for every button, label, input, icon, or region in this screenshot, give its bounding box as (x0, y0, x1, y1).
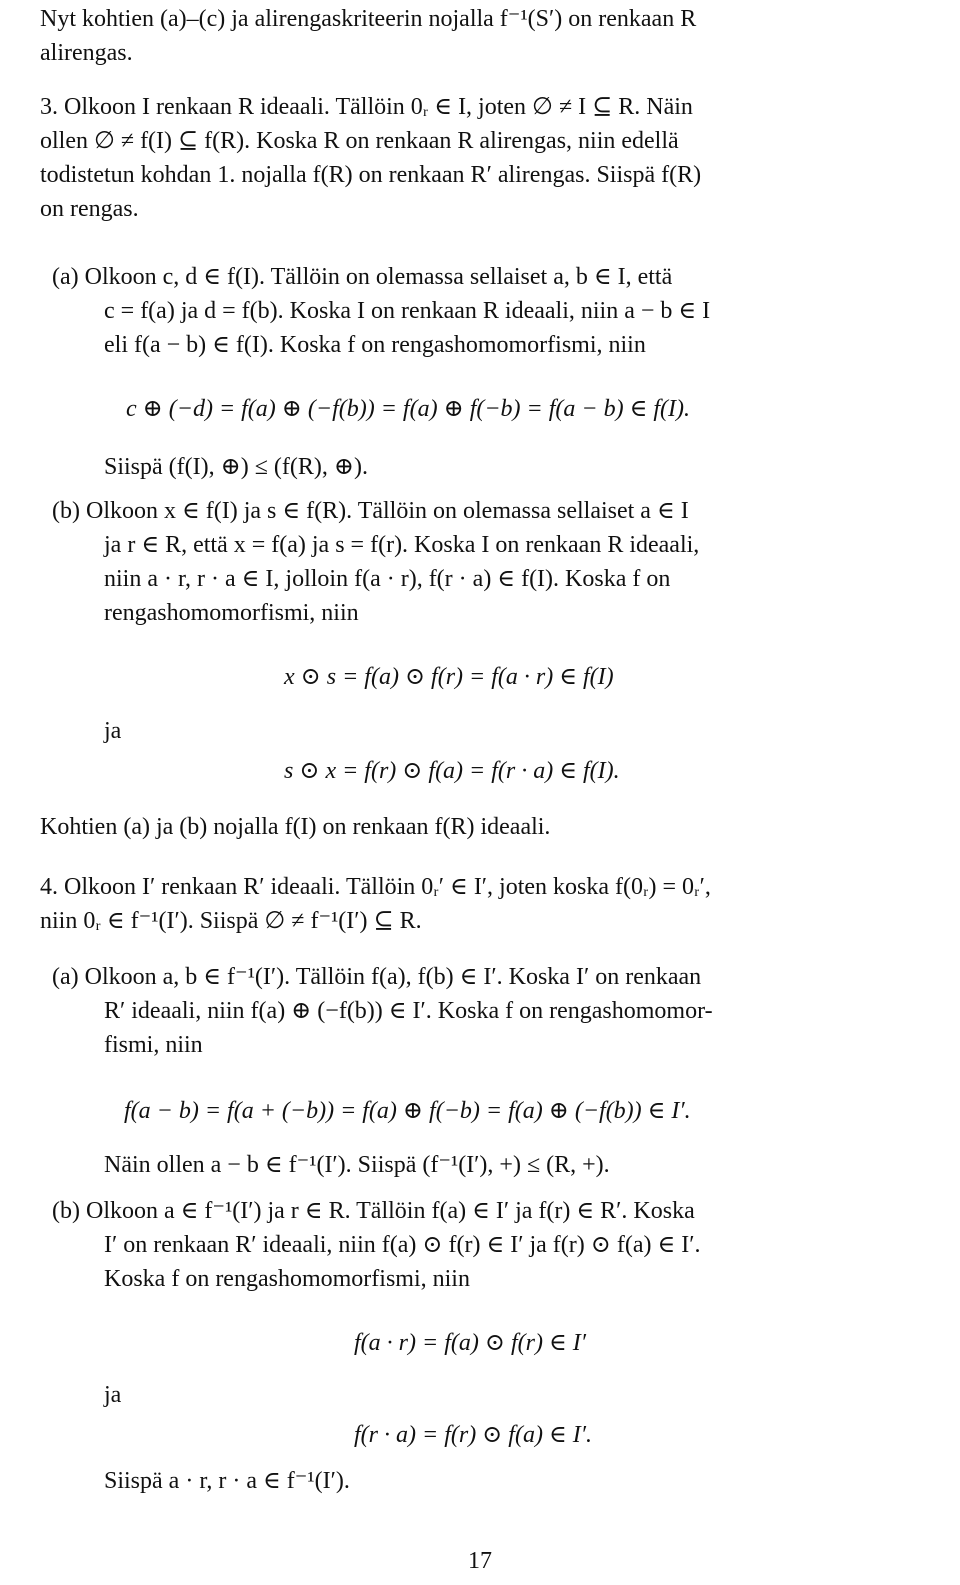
equation: f(a · r) = f(a) ⊙ f(r) ∈ I′ (354, 1330, 586, 1356)
text-line: Koska f on rengashomomorfismi, niin (104, 1266, 470, 1292)
text-line: rengashomomorfismi, niin (104, 600, 359, 626)
page-number: 17 (468, 1548, 492, 1574)
item-4-heading: 4. Olkoon I′ renkaan R′ ideaali. Tällöin 0ᵣ′ ∈ I′, joten koska f(0ᵣ) = 0ᵣ′, (40, 874, 711, 900)
text-line: Siispä a · r, r · a ∈ f⁻¹(I′). (104, 1468, 350, 1494)
equation: f(r · a) = f(r) ⊙ f(a) ∈ I′. (354, 1422, 592, 1448)
text-line: Näin ollen a − b ∈ f⁻¹(I′). Siispä (f⁻¹(I′), +) ≤ (R, +). (104, 1152, 610, 1178)
equation: c ⊕ (−d) = f(a) ⊕ (−f(b)) = f(a) ⊕ f(−b) = f(a − b) ∈ f(I). (126, 396, 690, 422)
text-line: R′ ideaali, niin f(a) ⊕ (−f(b)) ∈ I′. Koska f on rengashomomor- (104, 998, 713, 1024)
equation-connector: ja (104, 718, 122, 744)
subitem-3b: (b) Olkoon x ∈ f(I) ja s ∈ f(R). Tällöin on olemassa sellaiset a ∈ I (52, 498, 689, 524)
text-line: todistetun kohdan 1. nojalla f(R) on renkaan R′ alirengas. Siispä f(R) (40, 162, 702, 188)
text-line: fismi, niin (104, 1032, 203, 1058)
text-line: c = f(a) ja d = f(b). Koska I on renkaan R ideaali, niin a − b ∈ I (104, 298, 711, 324)
text-line: Nyt kohtien (a)–(c) ja alirengaskriteerin nojalla f⁻¹(S′) on renkaan R (40, 6, 697, 32)
text-line: I′ on renkaan R′ ideaali, niin f(a) ⊙ f(r) ∈ I′ ja f(r) ⊙ f(a) ∈ I′. (104, 1232, 701, 1258)
text-line: ollen ∅ ≠ f(I) ⊆ f(R). Koska R on renkaan R alirengas, niin edellä (40, 128, 679, 154)
text-line: eli f(a − b) ∈ f(I). Koska f on rengashomomorfismi, niin (104, 332, 646, 358)
equation: s ⊙ x = f(r) ⊙ f(a) = f(r · a) ∈ f(I). (284, 758, 620, 784)
subitem-4b: (b) Olkoon a ∈ f⁻¹(I′) ja r ∈ R. Tällöin f(a) ∈ I′ ja f(r) ∈ R′. Koska (52, 1198, 695, 1224)
text-line: alirengas. (40, 40, 133, 66)
text-line: Siispä (f(I), ⊕) ≤ (f(R), ⊕). (104, 454, 368, 480)
equation: x ⊙ s = f(a) ⊙ f(r) = f(a · r) ∈ f(I) (284, 664, 614, 690)
text-line: niin a · r, r · a ∈ I, jolloin f(a · r), f(r · a) ∈ f(I). Koska f on (104, 566, 671, 592)
equation-connector: ja (104, 1382, 122, 1408)
text-line: niin 0ᵣ ∈ f⁻¹(I′). Siispä ∅ ≠ f⁻¹(I′) ⊆ R. (40, 908, 422, 934)
text-line: ja r ∈ R, että x = f(a) ja s = f(r). Koska I on renkaan R ideaali, (104, 532, 700, 558)
subitem-3a: (a) Olkoon c, d ∈ f(I). Tällöin on olemassa sellaiset a, b ∈ I, että (52, 264, 673, 290)
subitem-4a: (a) Olkoon a, b ∈ f⁻¹(I′). Tällöin f(a), f(b) ∈ I′. Koska I′ on renkaan (52, 964, 702, 990)
text-line: on rengas. (40, 196, 139, 222)
equation: f(a − b) = f(a + (−b)) = f(a) ⊕ f(−b) = f(a) ⊕ (−f(b)) ∈ I′. (124, 1098, 691, 1124)
text-line: Kohtien (a) ja (b) nojalla f(I) on renkaan f(R) ideaali. (40, 814, 551, 840)
item-3-heading: 3. Olkoon I renkaan R ideaali. Tällöin 0ᵣ ∈ I, joten ∅ ≠ I ⊆ R. Näin (40, 94, 693, 120)
